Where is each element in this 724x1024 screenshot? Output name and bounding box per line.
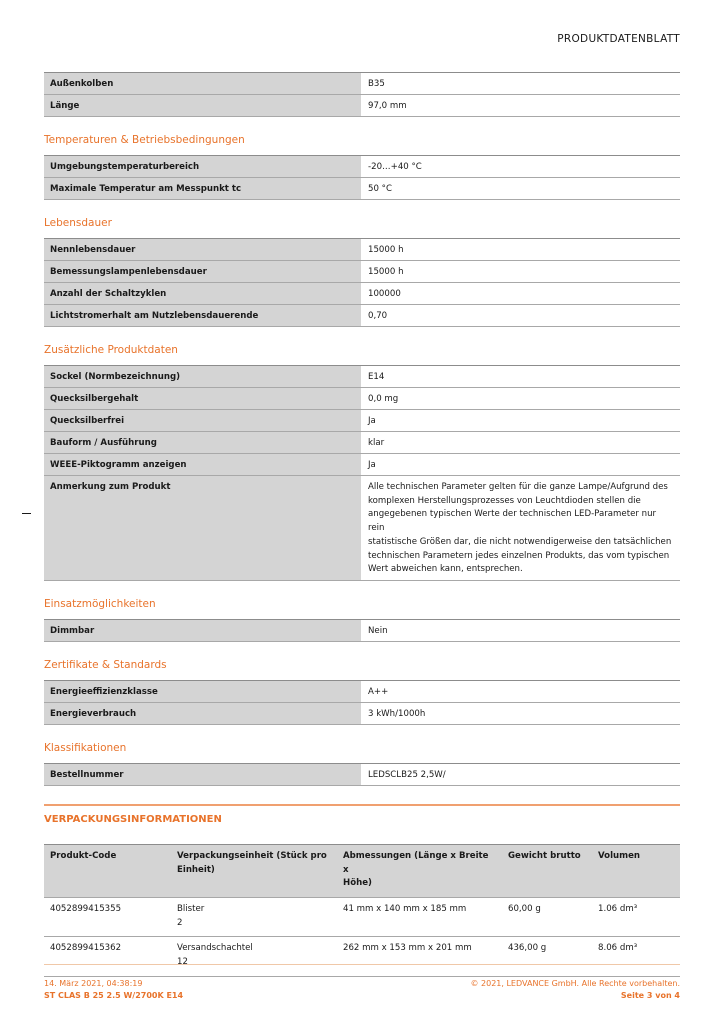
- table-row: [44, 305, 680, 327]
- spec-label: Dimmbar: [44, 620, 362, 641]
- section-divider: [44, 804, 680, 834]
- section-title-zertifikate: Zertifikate & Standards: [44, 658, 167, 671]
- note-line: komplexen Herstellungsprozesses von Leuchtdioden stellen die: [368, 495, 641, 506]
- note-line: technischen Parametern jedes einzelnen Produkts, das vom typischen: [368, 550, 670, 561]
- spec-value: 3 kWh/1000h: [368, 708, 426, 719]
- header-line: Höhe): [343, 878, 372, 889]
- spec-value: Ja: [368, 460, 376, 470]
- spec-label: Anzahl der Schaltzyklen: [44, 283, 362, 304]
- section-title-einsatz: Einsatzmöglichkeiten: [44, 597, 156, 610]
- spec-table-physical: [44, 72, 680, 117]
- spec-label: Anmerkung zum Produkt: [44, 476, 362, 580]
- datasheet-content: [44, 72, 680, 977]
- spec-label: Energieverbrauch: [44, 703, 362, 724]
- table-row: [44, 454, 680, 476]
- spec-value: Ja: [368, 416, 376, 426]
- spec-label: Umgebungstemperaturbereich: [44, 156, 362, 177]
- table-row: [44, 410, 680, 432]
- spec-value: 97,0 mm: [368, 101, 407, 111]
- table-row: [44, 898, 680, 937]
- footer-copyright: © 2021, LEDVANCE GmbH. Alle Rechte vorbehalten.: [470, 979, 680, 988]
- spec-table-zertifikate: [44, 680, 680, 725]
- spec-value: 0,0 mg: [368, 394, 399, 404]
- table-row: [44, 283, 680, 305]
- spec-value: 15000 h: [368, 245, 404, 255]
- spec-label: WEEE-Piktogramm anzeigen: [44, 454, 362, 475]
- cell-line: Versandschachtel: [177, 943, 253, 954]
- column-header-code: Produkt-Code: [50, 850, 117, 861]
- spec-label: Länge: [44, 95, 362, 116]
- table-row: [44, 764, 680, 786]
- spec-label: Bauform / Ausführung: [44, 432, 362, 453]
- spec-table-klassifikationen: [44, 763, 680, 786]
- packaging-table: [44, 844, 680, 977]
- header-line: Verpackungseinheit (Stück pro: [177, 850, 327, 861]
- column-header-abmessungen: [337, 845, 502, 897]
- column-header-gewicht: Gewicht brutto: [508, 850, 581, 861]
- spec-value-note: [362, 476, 680, 580]
- footer-product: ST CLAS B 25 2.5 W/2700K E14: [44, 991, 184, 1000]
- spec-label: Außenkolben: [44, 73, 362, 94]
- spec-label: Sockel (Normbezeichnung): [44, 366, 362, 387]
- footer-date: 14. März 2021, 04:38:19: [44, 979, 143, 988]
- margin-mark: [22, 513, 31, 514]
- section-title-verpackung: VERPACKUNGSINFORMATIONEN: [44, 813, 222, 825]
- spec-value: E14: [368, 372, 385, 382]
- spec-value: 100000: [368, 289, 401, 299]
- table-row: [44, 388, 680, 410]
- spec-value: 15000 h: [368, 267, 404, 277]
- spec-value: 50 °C: [368, 184, 392, 194]
- table-header-row: [44, 845, 680, 898]
- spec-table-einsatz: [44, 619, 680, 642]
- footer-left: [44, 978, 183, 1002]
- spec-table-lebensdauer: [44, 238, 680, 327]
- table-row: [44, 156, 680, 178]
- spec-label: Maximale Temperatur am Messpunkt tc: [44, 178, 362, 199]
- spec-value: LEDSCLB25 2,5W/: [368, 769, 446, 780]
- cell-gewicht: 436,00 g: [508, 943, 547, 954]
- spec-value: 0,70: [368, 311, 388, 321]
- footer-page-number: Seite 3 von 4: [620, 991, 680, 1000]
- spec-label: Lichtstromerhalt am Nutzlebensdauerende: [44, 305, 362, 326]
- footer-right: [470, 978, 680, 1002]
- table-row: [44, 261, 680, 283]
- cell-code: 4052899415355: [50, 904, 122, 915]
- note-line: Wert abweichen kann, entsprechen.: [368, 564, 523, 575]
- section-title-produktdaten: Zusätzliche Produktdaten: [44, 344, 178, 356]
- cell-abmessungen: 262 mm x 153 mm x 201 mm: [343, 943, 472, 954]
- table-row: [44, 95, 680, 117]
- cell-einheit: [171, 898, 337, 936]
- footer-divider: [44, 964, 680, 965]
- table-row: [44, 73, 680, 95]
- cell-line: 2: [177, 917, 183, 928]
- spec-label: Quecksilbergehalt: [44, 388, 362, 409]
- section-title-klassifikationen: Klassifikationen: [44, 741, 127, 754]
- cell-gewicht: 60,00 g: [508, 904, 541, 915]
- spec-value: klar: [368, 438, 385, 448]
- spec-value: A++: [368, 686, 389, 697]
- spec-value: Nein: [368, 625, 388, 636]
- table-row: [44, 703, 680, 725]
- column-header-volumen: Volumen: [598, 850, 641, 861]
- table-row: [44, 476, 680, 581]
- note-line: Alle technischen Parameter gelten für die ganze Lampe/Aufgrund des: [368, 482, 668, 492]
- note-line: angegebenen typischen Werte der technischen LED-Parameter nur rein: [368, 509, 657, 534]
- spec-label: Quecksilberfrei: [44, 410, 362, 431]
- table-row: [44, 681, 680, 703]
- column-header-einheit: [171, 845, 337, 897]
- cell-abmessungen: 41 mm x 140 mm x 185 mm: [343, 904, 467, 915]
- table-row: [44, 620, 680, 642]
- section-title-lebensdauer: Lebensdauer: [44, 217, 112, 229]
- section-title-temperaturen: Temperaturen & Betriebsbedingungen: [44, 134, 245, 146]
- spec-value: B35: [368, 79, 385, 89]
- spec-value: -20…+40 °C: [368, 162, 422, 172]
- spec-label: Nennlebensdauer: [44, 239, 362, 260]
- note-line: statistische Größen dar, die nicht notwendigerweise den tatsächlichen: [368, 536, 672, 547]
- table-row: [44, 432, 680, 454]
- page-title: PRODUKTDATENBLATT: [557, 33, 680, 45]
- spec-table-produktdaten: [44, 365, 680, 581]
- spec-label: Bestellnummer: [44, 764, 362, 785]
- spec-label: Bemessungslampenlebensdauer: [44, 261, 362, 282]
- table-row: [44, 178, 680, 200]
- table-row: [44, 366, 680, 388]
- table-row: [44, 239, 680, 261]
- cell-line: 12: [177, 957, 188, 968]
- header-line: Einheit): [177, 864, 215, 875]
- cell-code: 4052899415362: [50, 943, 122, 954]
- spec-label: Energieeffizienzklasse: [44, 681, 362, 702]
- cell-line: Blister: [177, 904, 205, 915]
- cell-volumen: 8.06 dm³: [598, 943, 638, 954]
- table-row: [44, 937, 680, 976]
- cell-einheit: [171, 937, 337, 975]
- spec-table-temperaturen: [44, 155, 680, 200]
- header-line: Abmessungen (Länge x Breite x: [343, 850, 489, 875]
- cell-volumen: 1.06 dm³: [598, 904, 638, 915]
